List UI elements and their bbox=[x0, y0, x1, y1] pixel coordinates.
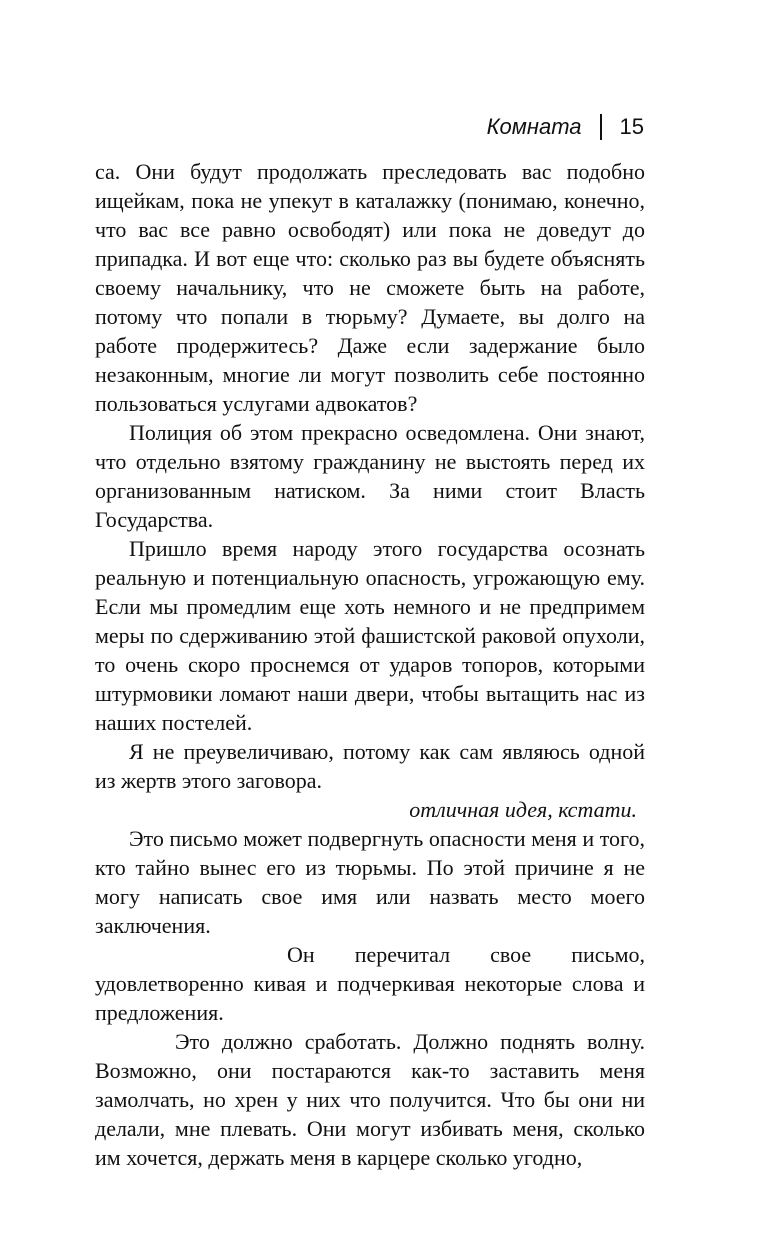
chapter-title: Комната bbox=[486, 114, 582, 139]
paragraph: Пришло время народу этого государства осознать реальную и потенциальную опасность, угрожающую ему. Если мы промедлим еще хоть немного и не предпримем меры по сдерживанию этой фашистской раковой опухоли, то очень скоро проснемся от ударов топоров, которыми штурмовики ломают наши двери, чтобы вытащить нас из наших постелей. bbox=[95, 536, 645, 735]
header-divider bbox=[600, 114, 602, 140]
italic-aside: отличная идея, кстати. bbox=[409, 797, 637, 822]
paragraph: Я не преувеличиваю, потому как сам являюсь одной из жертв этого заговора. bbox=[95, 739, 645, 793]
paragraph: Это письмо может подвергнуть опасности меня и того, кто тайно вынес его из тюрьмы. По этой причине я не могу написать свое имя или назвать место моего заключения. bbox=[95, 826, 645, 938]
paragraph: Он перечитал свое письмо, удовлетворенно кивая и подчеркивая некоторые слова и предложения. bbox=[95, 942, 645, 1025]
body-text bbox=[95, 157, 645, 1172]
paragraph: Это должно сработать. Должно поднять волну. Возможно, они постараются как-то заставить меня замолчать, но хрен у них что получится. Что бы они ни делали, мне плевать. Они могут избивать меня, сколько им хочется, держать меня в карцере сколько угодно, bbox=[95, 1029, 645, 1170]
paragraph: Полиция об этом прекрасно осведомлена. Они знают, что отдельно взятому гражданину не выстоять перед их организованным натиском. За ними стоит Власть Государства. bbox=[95, 420, 645, 532]
page-number: 15 bbox=[619, 114, 644, 139]
paragraph-continuation: са. Они будут продолжать преследовать вас подобно ищейкам, пока не упекут в каталажку (понимаю, конечно, что вас все равно освободят) или пока не доведут до припадка. И вот еще что: сколько раз вы будете объяснять своему начальнику, что не сможете быть на работе, потому что попали в тюрьму? Думаете, вы долго на работе продержитесь? Даже если задержание было незаконным, многие ли могут позволить себе постоянно пользоваться услугами адвокатов? bbox=[95, 159, 645, 416]
running-head bbox=[487, 113, 644, 141]
